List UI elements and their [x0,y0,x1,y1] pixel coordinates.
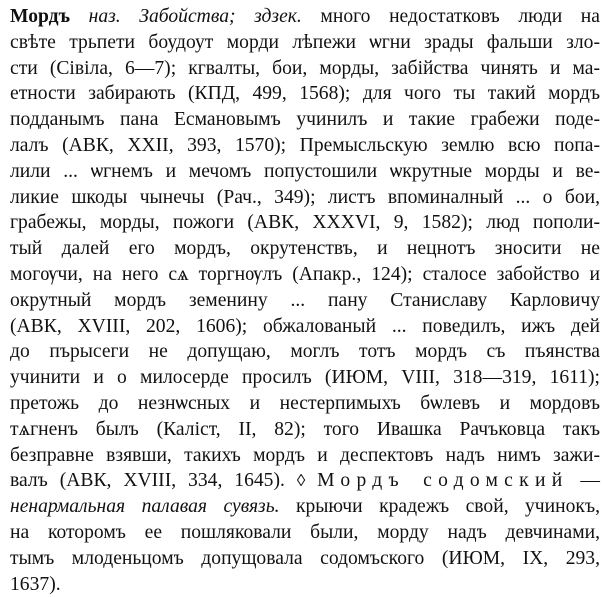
entry-line [10,417,600,443]
entry-text: лили ... ѡгнемъ и мечомъ попустошили ѡкрутные морды и ве- [10,160,600,182]
entry-text: претожь до незнѡсных и нестерпимыхъ бѡлевъ и мордовъ [10,392,600,414]
entry-text: ликие шкоды чынечы (Рач., 349); листъ впоминалный ... о бои, [10,186,600,208]
entry-text [70,6,89,27]
entry-line [10,391,600,417]
headword: Мордъ [10,6,71,27]
entry-text: тый далей его мордъ, окрутенствъ, и нецнотъ зносити не [10,238,600,260]
entry-text: 1637). [10,573,61,595]
entry-line [10,520,600,546]
entry-line [10,546,600,572]
entry-text: валъ (АВК, XVIII, 334, 1645). [10,470,297,492]
entry-text: (АВК, XVIII, 202, 1606); обжалованый ... поведилъ, ижъ дей [10,315,600,337]
entry-text: могѹчи, на него сѧ торгнѹлъ (Апакр., 124); сталосе забойство и [10,263,600,285]
entry-text: сти (Сівіла, 6—7); кгвалты, бои, морды, забійства чинять и ма- [10,57,600,79]
entry-text: тѧгненъ былъ (Каліст, II, 82); того Ивашка Рачъковца такъ [10,418,600,440]
definition: наз. Забойства; здзек. [88,6,302,27]
entry-text: много недостатковъ люди на [301,6,600,27]
entry-text: крыючи крадежъ свой, учинокъ, [279,496,600,518]
entry-text: безправне взявши, такихъ мордъ и деспектовъ надъ нимъ зажи- [10,444,600,466]
entry-text: окрутный мордъ земенину ... пану Станиславу Карловичу [10,289,600,311]
entry-text: тымъ млоденьцомъ допущовала содомъского (ИЮМ, IX, 293, [10,547,600,569]
entry-line [10,159,600,185]
entry-line [10,339,600,365]
entry-text: свѣте трьпети боудоут морди лѣпежи ѡгни зрады фальши зло- [10,31,600,53]
entry-line [10,288,600,314]
entry-line [10,56,600,82]
entry-line [10,262,600,288]
definition: ненармальная палавая сувязь. [10,496,280,518]
subentry-marker: ◊ [296,471,306,491]
entry-text: грабежы, морды, пожоги (АВК, XXXVI, 9, 1582); люд пополи- [10,212,600,234]
entry-line [10,185,600,211]
entry-line [10,133,600,159]
entry-line [10,468,600,494]
entry-text [305,470,317,491]
entry-line [10,210,600,236]
entry-text: етности забирають (КПД, 499, 1568); для чого ты такий мордъ [10,83,600,105]
entry-text: подданымъ пана Есмановымъ учинилъ и такие грабежи поде- [10,109,600,131]
entry-line [10,572,600,597]
entry-text: — [568,470,600,492]
subentry-headword: Мордъ содомский [317,470,569,492]
entry-line [10,4,600,30]
entry-line [10,365,600,391]
entry-line [10,494,600,520]
dictionary-entry [10,4,600,597]
entry-line [10,30,600,56]
entry-text: до пърысеги не допущаю, моглъ тотъ мордъ съ пъянства [10,341,600,363]
entry-text: учинити и о милосерде просилъ (ИЮМ, VIII, 318—319, 1611); [10,367,600,389]
entry-line [10,314,600,340]
entry-line [10,236,600,262]
entry-line [10,81,600,107]
entry-text: на которомъ ее пошляковали были, морду надъ девчинами, [10,521,600,543]
entry-line [10,107,600,133]
entry-line [10,443,600,469]
entry-text: лалъ (АВК, XXII, 393, 1570); Премысльскую землю всю попа- [10,134,600,156]
